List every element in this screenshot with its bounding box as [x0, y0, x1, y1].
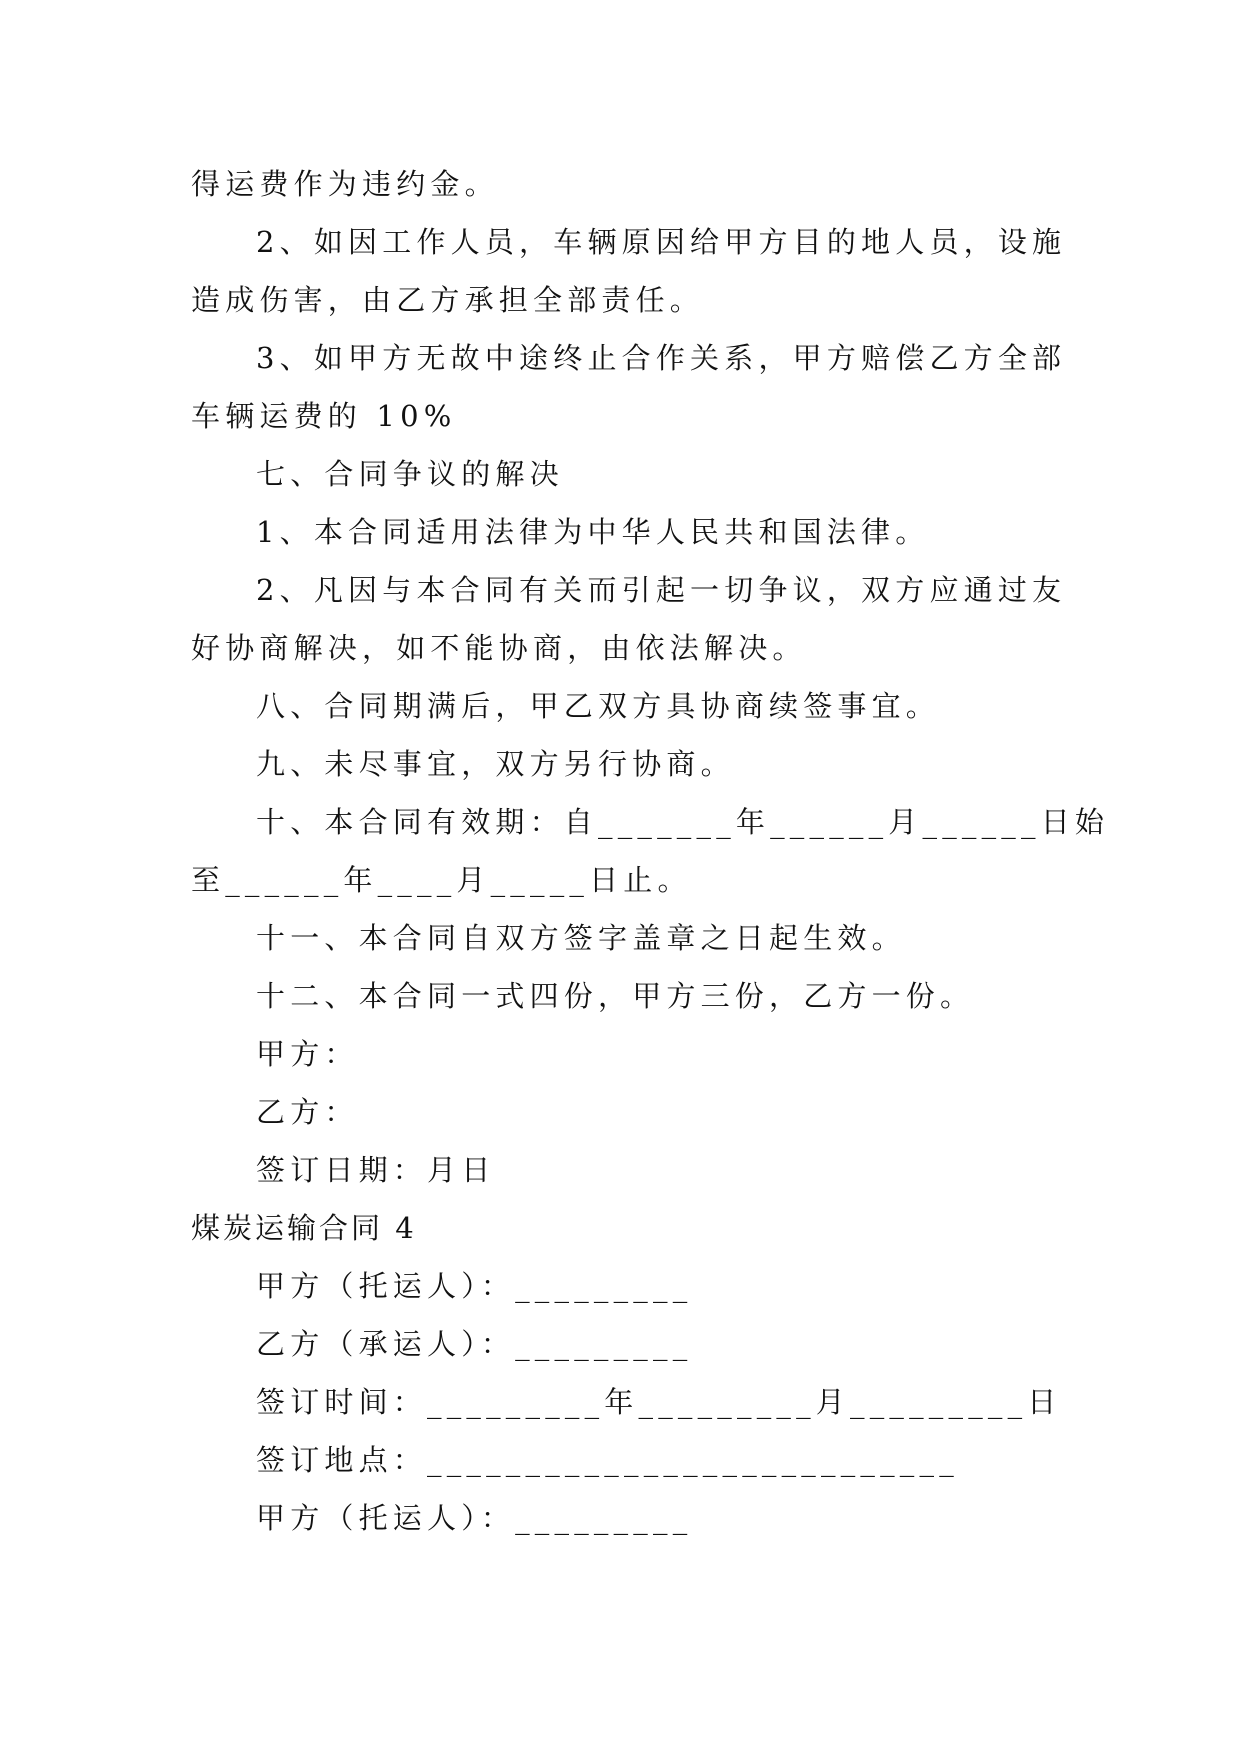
clause-6-3-line-2: 车辆运费的 10%: [191, 399, 457, 433]
clause-7-1: 1、本合同适用法律为中华人民共和国法律。: [256, 515, 930, 549]
clause-7-2-line-1: 2、凡因与本合同有关而引起一切争议，双方应通过友: [256, 573, 1067, 607]
shipper-field: 甲方（托运人）：_________: [256, 1269, 693, 1303]
signing-place-field: 签订地点：___________________________: [256, 1443, 959, 1477]
contract-title: 煤炭运输合同 4: [191, 1211, 417, 1245]
section-12: 十二、本合同一式四份，甲方三份，乙方一份。: [256, 979, 975, 1013]
clause-6-3-line-1: 3、如甲方无故中途终止合作关系，甲方赔偿乙方全部: [256, 341, 1067, 375]
section-11: 十一、本合同自双方签字盖章之日起生效。: [256, 921, 906, 955]
clause-6-2-line-1: 2、如因工作人员，车辆原因给甲方目的地人员，设施: [256, 225, 1067, 259]
section-10-line-2: 至______年____月_____日止。: [191, 863, 692, 897]
signing-date-label: 签订日期：月日: [256, 1153, 496, 1187]
section-10-line-1: 十、本合同有效期：自_______年______月______日始: [256, 805, 1110, 839]
clause-6-2-line-2: 造成伤害，由乙方承担全部责任。: [191, 283, 705, 317]
shipper-field-repeat: 甲方（托运人）：_________: [256, 1501, 693, 1535]
carrier-field: 乙方（承运人）：_________: [256, 1327, 693, 1361]
party-a-label: 甲方：: [256, 1037, 359, 1071]
section-8: 八、合同期满后，甲乙双方具协商续签事宜。: [256, 689, 941, 723]
section-9: 九、未尽事宜，双方另行协商。: [256, 747, 735, 781]
clause-7-2-line-2: 好协商解决，如不能协商，由依法解决。: [191, 631, 807, 665]
section-7-heading: 七、合同争议的解决: [256, 457, 564, 491]
text-line: 得运费作为违约金。: [191, 167, 499, 201]
signing-time-field: 签订时间：_________年_________月_________日: [256, 1385, 1062, 1419]
party-b-label: 乙方：: [256, 1095, 359, 1129]
